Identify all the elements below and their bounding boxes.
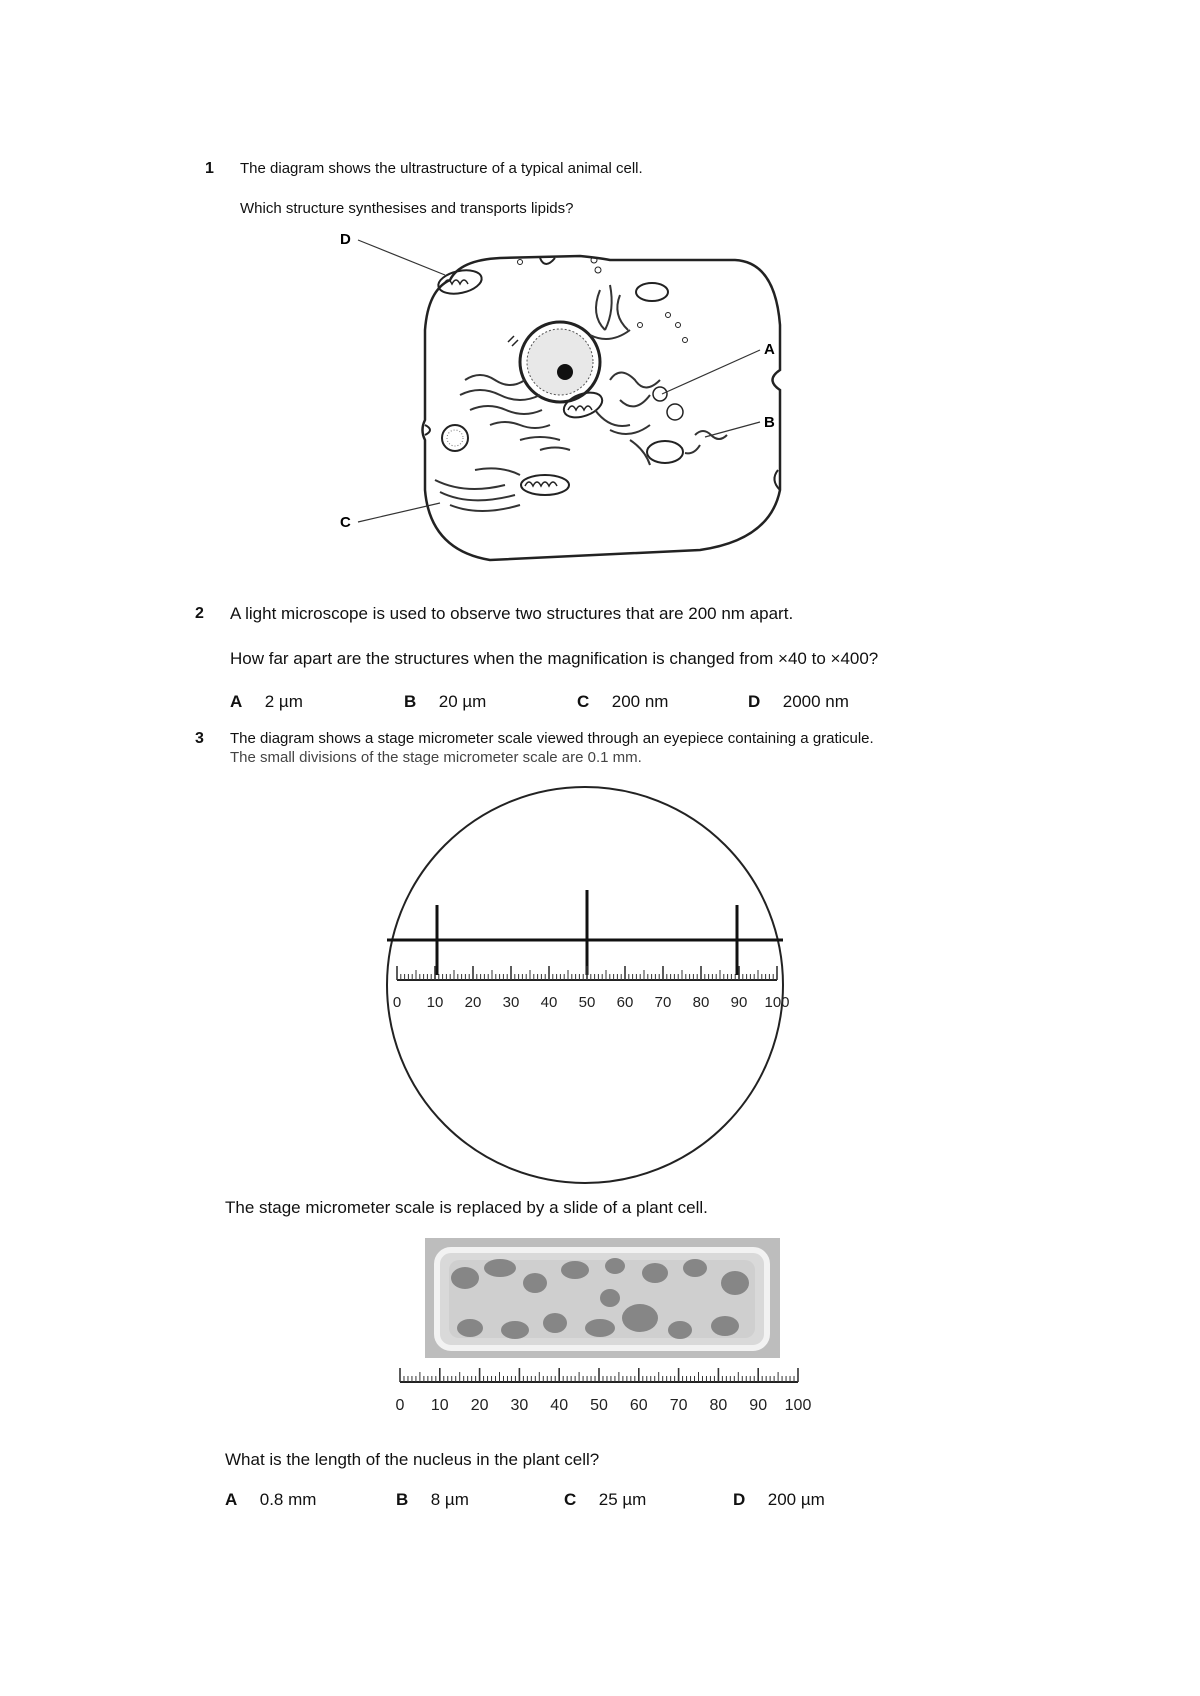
scale-label: 50 [578,994,596,1011]
eyepiece-graticule-view [380,785,800,1195]
question-1-prompt: Which structure synthesises and transports lipids? [240,200,574,217]
scale-label: 50 [590,1397,608,1414]
scale-label: 10 [430,1397,449,1414]
scale-label: 40 [540,994,558,1011]
q2-option-c[interactable] [577,692,668,712]
plant-cell-scale [380,1360,830,1420]
option-letter: A [225,1490,238,1509]
scale-label: 100 [764,994,790,1011]
option-value: 200 nm [611,692,669,711]
question-3-number: 3 [195,730,204,747]
question-2-text: A light microscope is used to observe two structures that are 200 nm apart. [230,604,794,623]
scale-label: 100 [784,1397,812,1414]
option-value: 2 µm [264,692,303,711]
scale-label: 0 [395,1397,405,1414]
scale-label: 0 [392,994,402,1011]
scale-label: 10 [426,994,444,1011]
option-letter: C [564,1490,577,1509]
scale-label: 90 [730,994,748,1011]
label-b: B [764,414,775,431]
scale-label: 80 [692,994,710,1011]
scale-label: 80 [709,1397,728,1414]
q2-option-d[interactable] [748,692,849,712]
scale-label: 20 [464,994,482,1011]
option-letter: D [733,1490,746,1509]
q3-option-a[interactable] [225,1490,316,1510]
question-3-text: The diagram shows a stage micrometer scale viewed through an eyepiece containing a graticule. [230,730,874,747]
scale-label: 20 [470,1397,489,1414]
option-letter: B [396,1490,409,1509]
question-1-text: The diagram shows the ultrastructure of a typical animal cell. [240,160,643,177]
option-value: 20 µm [438,692,487,711]
scale-label: 40 [550,1397,569,1414]
stage-micrometer-scale-2 [396,1368,812,1414]
animal-cell-diagram [340,230,860,590]
scale-label: 60 [616,994,634,1011]
q2-option-a[interactable] [230,692,303,712]
option-letter: D [748,692,761,711]
question-2-prompt: How far apart are the structures when the magnification is changed from ×40 to ×400? [230,649,879,668]
option-letter: A [230,692,243,711]
scale-label: 60 [629,1397,648,1414]
scale-label: 30 [502,994,520,1011]
question-3-replace-text: The stage micrometer scale is replaced by a slide of a plant cell. [225,1198,708,1217]
scale-label: 70 [669,1397,688,1414]
q3-option-c[interactable] [564,1490,646,1510]
option-letter: C [577,692,590,711]
option-letter: B [404,692,417,711]
q3-option-b[interactable] [396,1490,469,1510]
scale-label: 30 [510,1397,529,1414]
scale-label: 90 [749,1397,768,1414]
option-value: 8 µm [430,1490,469,1509]
label-c: C [340,514,351,531]
scale-label: 70 [654,994,672,1011]
q2-option-b[interactable] [404,692,486,712]
plant-cell-image [425,1238,780,1358]
question-3-note: The small divisions of the stage micrometer scale are 0.1 mm. [230,749,642,766]
stage-micrometer-scale [393,966,790,1011]
option-value: 0.8 mm [259,1490,317,1509]
q3-option-d[interactable] [733,1490,825,1510]
question-2-number: 2 [195,605,204,622]
option-value: 200 µm [767,1490,825,1509]
label-a: A [764,341,775,358]
option-value: 25 µm [598,1490,647,1509]
label-d: D [340,231,351,248]
option-value: 2000 nm [782,692,849,711]
question-1-number: 1 [205,160,214,177]
question-3-prompt: What is the length of the nucleus in the plant cell? [225,1450,600,1469]
